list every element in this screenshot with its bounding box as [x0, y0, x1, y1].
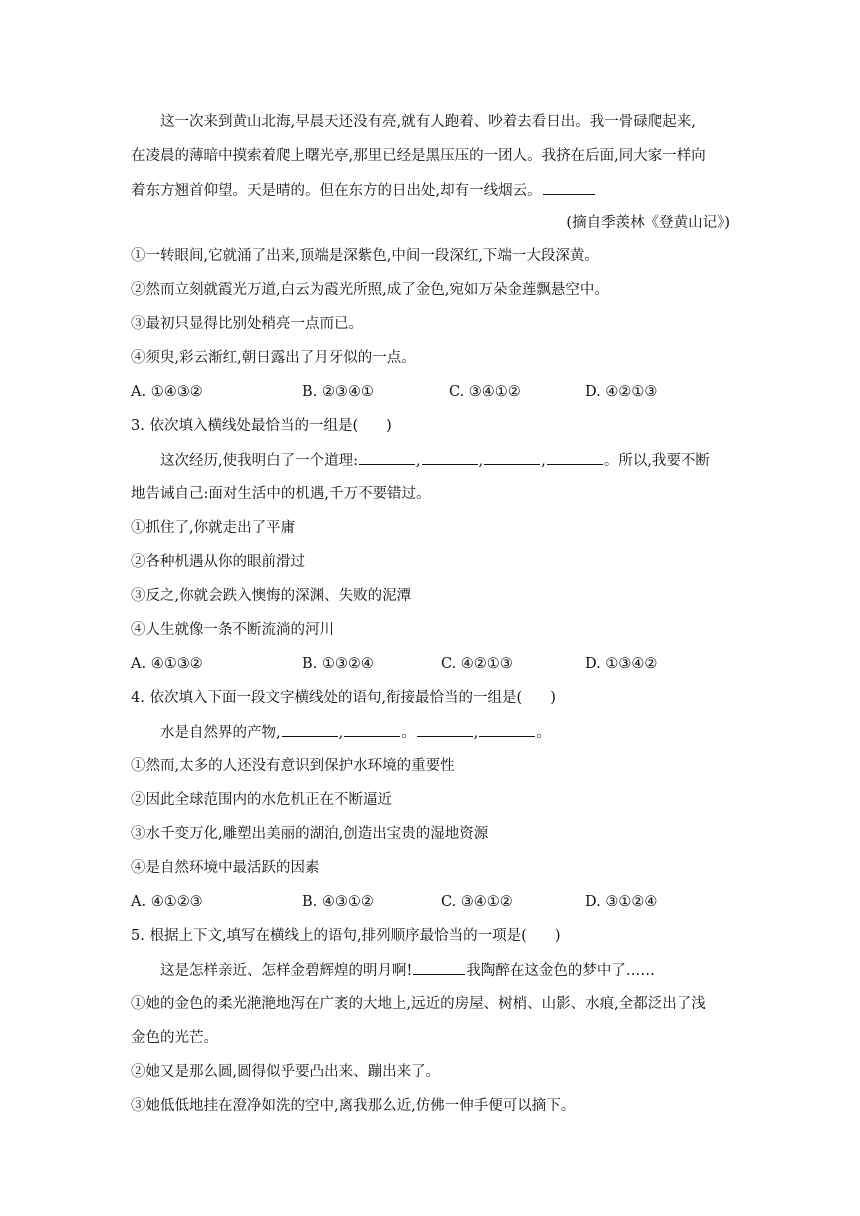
answer-blank[interactable] — [543, 180, 595, 195]
source-citation: (摘自季羡林《登黄山记》) — [566, 215, 730, 231]
option-d[interactable]: D. ③①②④ — [585, 894, 658, 910]
option-d[interactable]: D. ④②①③ — [585, 384, 658, 400]
passage-line: 水是自然界的产物, , 。 , 。 — [160, 722, 760, 742]
option-a[interactable]: A. ④①②③ — [131, 894, 203, 910]
list-item: ①抓住了,你就走出了平庸 — [131, 520, 296, 536]
list-item: ②各种机遇从你的眼前滑过 — [131, 554, 305, 570]
list-item: ④须臾,彩云渐红,朝日露出了月牙似的一点。 — [131, 350, 416, 366]
question-stem: 4. 依次填入下面一段文字横线处的语句,衔接最恰当的一组是( ) — [131, 690, 556, 706]
passage-line: 着东方翘首仰望。天是晴的。但在东方的日出处,却有一线烟云。 — [131, 180, 731, 200]
list-item: ②然而立刻就霞光万道,白云为霞光所照,成了金色,宛如万朵金莲飘悬空中。 — [131, 282, 609, 298]
list-item: ①她的金色的柔光滟滟地泻在广袤的大地上,远近的房屋、树梢、山影、水痕,全都泛出了浅 — [131, 996, 706, 1012]
answer-blank[interactable] — [359, 450, 415, 465]
passage-line: 地告诫自己:面对生活中的机遇,千万不要错过。 — [131, 486, 431, 502]
answer-blank[interactable] — [417, 722, 473, 737]
list-item: ①然而,太多的人还没有意识到保护水环境的重要性 — [131, 758, 455, 774]
answer-blank[interactable] — [282, 722, 338, 737]
list-item: 金色的光芒。 — [131, 1030, 218, 1046]
option-b[interactable]: B. ②③④① — [302, 384, 374, 400]
list-item: ③反之,你就会跌入懊悔的深渊、失败的泥潭 — [131, 588, 412, 604]
passage-line: 这是怎样亲近、怎样金碧辉煌的明月啊! 我陶醉在这金色的梦中了…… — [160, 960, 760, 980]
question-stem: 3. 依次填入横线处最恰当的一组是( ) — [131, 418, 392, 434]
option-b[interactable]: B. ①③②④ — [302, 656, 374, 672]
list-item: ④人生就像一条不断流淌的河川 — [131, 622, 334, 638]
answer-blank[interactable] — [344, 722, 400, 737]
list-item: ④是自然环境中最活跃的因素 — [131, 860, 320, 876]
list-item: ③最初只显得比别处稍亮一点而已。 — [131, 316, 363, 332]
passage-line: 在凌晨的薄暗中摸索着爬上曙光亭,那里已经是黑压压的一团人。我挤在后面,同大家一样向 — [131, 148, 706, 164]
answer-blank[interactable] — [484, 450, 540, 465]
option-b[interactable]: B. ④③①② — [302, 894, 374, 910]
option-a[interactable]: A. ①④③② — [131, 384, 203, 400]
answer-blank[interactable] — [413, 960, 465, 975]
question-stem: 5. 根据上下文,填写在横线上的语句,排列顺序最恰当的一项是( ) — [131, 928, 561, 944]
list-item: ③她低低地挂在澄净如洗的空中,离我那么近,仿佛一伸手便可以摘下。 — [131, 1098, 576, 1114]
option-d[interactable]: D. ①③④② — [585, 656, 658, 672]
list-item: ③水千变万化,雕塑出美丽的湖泊,创造出宝贵的湿地资源 — [131, 826, 489, 842]
answer-blank[interactable] — [422, 450, 478, 465]
option-a[interactable]: A. ④①③② — [131, 656, 203, 672]
list-item: ①一转眼间,它就涌了出来,顶端是深紫色,中间一段深红,下端一大段深黄。 — [131, 248, 599, 264]
option-c[interactable]: C. ③④①② — [449, 384, 521, 400]
passage-line: 这一次来到黄山北海,早晨天还没有亮,就有人跑着、吵着去看日出。我一骨碌爬起来, — [160, 114, 696, 130]
list-item: ②她又是那么圆,圆得似乎要凸出来、蹦出来了。 — [131, 1064, 441, 1080]
answer-blank[interactable] — [479, 722, 535, 737]
passage-line: 这次经历,使我明白了一个道理: , , , 。所以,我要不断 — [160, 450, 760, 470]
option-c[interactable]: C. ④②①③ — [441, 656, 513, 672]
option-c[interactable]: C. ③④①② — [441, 894, 513, 910]
answer-blank[interactable] — [547, 450, 603, 465]
list-item: ②因此全球范围内的水危机正在不断逼近 — [131, 792, 392, 808]
